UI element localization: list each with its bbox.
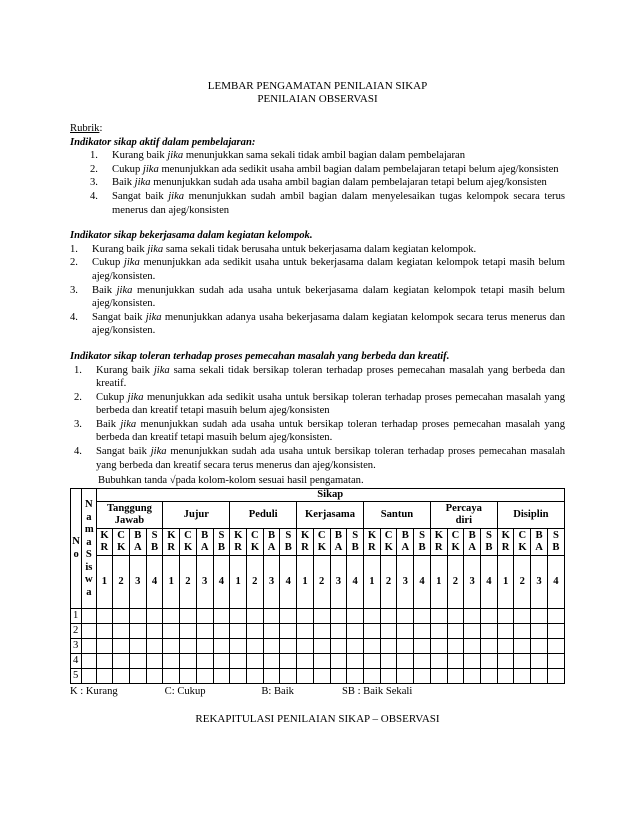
check-cell[interactable] — [481, 669, 498, 684]
check-cell[interactable] — [146, 609, 163, 624]
check-cell[interactable] — [230, 654, 247, 669]
check-cell[interactable] — [313, 624, 330, 639]
check-cell[interactable] — [380, 609, 397, 624]
check-cell[interactable] — [246, 624, 263, 639]
check-cell[interactable] — [330, 639, 347, 654]
score-cell: 3 — [397, 556, 414, 609]
code-cell: BA — [196, 529, 213, 556]
item-number: 2. — [70, 257, 78, 269]
check-cell[interactable] — [414, 654, 431, 669]
indicator-heading: Indikator sikap toleran terhadap proses pemecahan masalah yang berbeda dan kreatif. — [70, 350, 450, 362]
score-cell: 2 — [380, 556, 397, 609]
code-cell: CK — [447, 529, 464, 556]
score-cell: 1 — [230, 556, 247, 609]
table-row — [71, 609, 565, 624]
check-cell[interactable] — [514, 669, 531, 684]
item-number: 3. — [70, 284, 78, 296]
code-cell: SB — [547, 529, 564, 556]
row-number: 1 — [71, 609, 82, 624]
score-cell: 3 — [196, 556, 213, 609]
name-cell[interactable] — [82, 669, 96, 684]
check-cell[interactable] — [531, 624, 548, 639]
check-cell[interactable] — [297, 639, 314, 654]
check-cell[interactable] — [481, 654, 498, 669]
item-number: 2. — [90, 163, 98, 175]
check-cell[interactable] — [414, 669, 431, 684]
check-cell[interactable] — [280, 654, 297, 669]
check-cell[interactable] — [531, 609, 548, 624]
item-text: Baik jika menunjukkan sudah ada usaha untuk bersikap toleran terhadap proses pemecahan masalah yang berbeda dan kreatif tetapi masuih belum ajeg/konsisten. — [96, 418, 565, 444]
check-cell[interactable] — [447, 654, 464, 669]
check-cell[interactable] — [347, 654, 364, 669]
check-cell[interactable] — [263, 639, 280, 654]
check-cell[interactable] — [280, 609, 297, 624]
check-cell[interactable] — [196, 609, 213, 624]
score-cell: 3 — [330, 556, 347, 609]
legend-baik: B: Baik — [261, 686, 294, 698]
check-cell[interactable] — [364, 654, 381, 669]
table-row — [71, 639, 565, 654]
code-cell: KR — [230, 529, 247, 556]
check-cell[interactable] — [213, 654, 230, 669]
score-cell: 3 — [531, 556, 548, 609]
score-cell: 3 — [464, 556, 481, 609]
header-row-codes — [71, 529, 565, 556]
check-cell[interactable] — [180, 624, 197, 639]
check-cell[interactable] — [514, 654, 531, 669]
check-cell[interactable] — [464, 624, 481, 639]
group-header: Jujur — [163, 502, 230, 529]
code-cell: SB — [213, 529, 230, 556]
check-cell[interactable] — [163, 624, 180, 639]
code-cell: KR — [497, 529, 514, 556]
score-cell: 2 — [514, 556, 531, 609]
legend — [70, 685, 565, 699]
check-cell[interactable] — [531, 654, 548, 669]
check-cell[interactable] — [397, 639, 414, 654]
rubrik-label: Rubrik: — [70, 123, 103, 134]
indicator-item — [70, 163, 565, 177]
check-cell[interactable] — [364, 669, 381, 684]
check-cell[interactable] — [146, 654, 163, 669]
check-cell[interactable] — [146, 624, 163, 639]
check-cell[interactable] — [263, 624, 280, 639]
check-cell[interactable] — [547, 624, 564, 639]
group-header: Percaya diri — [430, 502, 497, 529]
check-cell[interactable] — [347, 624, 364, 639]
check-cell[interactable] — [246, 609, 263, 624]
document-page — [70, 80, 565, 727]
check-cell[interactable] — [380, 624, 397, 639]
check-cell[interactable] — [481, 609, 498, 624]
indicator-heading: Indikator sikap aktif dalam pembelajaran: — [70, 136, 256, 148]
observation-table — [70, 488, 565, 685]
score-cell: 1 — [297, 556, 314, 609]
indicator-sections — [70, 136, 565, 473]
check-cell[interactable] — [414, 624, 431, 639]
check-cell[interactable] — [364, 639, 381, 654]
score-cell: 1 — [163, 556, 180, 609]
check-cell[interactable] — [364, 609, 381, 624]
code-cell: BA — [397, 529, 414, 556]
check-cell[interactable] — [330, 624, 347, 639]
score-cell: 4 — [547, 556, 564, 609]
group-header: Kerjasama — [297, 502, 364, 529]
item-text: Cukup jika menunjukkan ada sedikit usaha ambil bagian dalam pembelajaran tetapi belum ajeg/konsisten — [112, 163, 559, 175]
check-cell[interactable] — [380, 654, 397, 669]
check-cell[interactable] — [196, 654, 213, 669]
name-cell[interactable] — [82, 609, 96, 624]
check-cell[interactable] — [263, 669, 280, 684]
check-cell[interactable] — [297, 609, 314, 624]
check-cell[interactable] — [347, 609, 364, 624]
group-header: Santun — [364, 502, 431, 529]
score-cell: 2 — [246, 556, 263, 609]
header-row-sikap — [71, 488, 565, 502]
check-cell[interactable] — [430, 669, 447, 684]
check-cell[interactable] — [497, 609, 514, 624]
code-cell: KR — [163, 529, 180, 556]
check-cell[interactable] — [397, 624, 414, 639]
check-cell[interactable] — [414, 609, 431, 624]
row-number: 4 — [71, 654, 82, 669]
code-cell: BA — [330, 529, 347, 556]
check-cell[interactable] — [330, 654, 347, 669]
indicator-item — [70, 284, 565, 311]
check-cell[interactable] — [414, 639, 431, 654]
check-cell[interactable] — [180, 639, 197, 654]
indicator-item — [70, 311, 565, 338]
check-cell[interactable] — [464, 639, 481, 654]
document-subtitle: PENILAIAN OBSERVASI — [257, 93, 378, 105]
code-cell: CK — [380, 529, 397, 556]
name-cell[interactable] — [82, 624, 96, 639]
name-cell[interactable] — [82, 654, 96, 669]
check-cell[interactable] — [246, 639, 263, 654]
item-text: Sangat baik jika menunjukkan sudah ambil bagian dalam menyelesaikan tugas kelompok secara terus menerus dan ajeg/konsisten — [112, 190, 565, 216]
header-row-groups — [71, 502, 565, 529]
check-cell[interactable] — [113, 669, 130, 684]
item-text: Kurang baik jika menunjukkan sama sekali tidak ambil bagian dalam pembelajaran — [112, 150, 466, 162]
code-cell: KR — [96, 529, 113, 556]
check-cell[interactable] — [481, 624, 498, 639]
check-cell[interactable] — [547, 609, 564, 624]
check-cell[interactable] — [397, 669, 414, 684]
check-cell[interactable] — [163, 654, 180, 669]
check-cell[interactable] — [547, 654, 564, 669]
check-cell[interactable] — [547, 639, 564, 654]
score-cell: 2 — [447, 556, 464, 609]
document-title: LEMBAR PENGAMATAN PENILAIAN SIKAP — [207, 80, 428, 92]
check-cell[interactable] — [531, 669, 548, 684]
check-cell[interactable] — [196, 669, 213, 684]
check-cell[interactable] — [180, 654, 197, 669]
score-cell: 4 — [414, 556, 431, 609]
indicator-item — [70, 190, 565, 217]
item-number: 1. — [74, 364, 82, 376]
check-cell[interactable] — [430, 654, 447, 669]
legend-kurang: K : Kurang — [70, 686, 118, 698]
check-cell[interactable] — [430, 609, 447, 624]
check-cell[interactable] — [297, 669, 314, 684]
code-cell: BA — [531, 529, 548, 556]
check-cell[interactable] — [146, 669, 163, 684]
item-number: 3. — [74, 418, 82, 430]
check-cell[interactable] — [146, 639, 163, 654]
check-cell[interactable] — [96, 609, 113, 624]
indicator-item — [70, 364, 565, 391]
score-cell: 2 — [180, 556, 197, 609]
check-cell[interactable] — [330, 669, 347, 684]
check-cell[interactable] — [447, 609, 464, 624]
check-cell[interactable] — [497, 654, 514, 669]
check-cell[interactable] — [163, 669, 180, 684]
check-cell[interactable] — [213, 669, 230, 684]
score-cell: 4 — [481, 556, 498, 609]
check-cell[interactable] — [280, 624, 297, 639]
check-cell[interactable] — [129, 609, 146, 624]
item-text: Baik jika menunjukkan sudah ada usaha ambil bagian dalam pembelajaran tetapi belum ajeg/konsisten — [112, 177, 547, 189]
check-cell[interactable] — [364, 624, 381, 639]
table-row — [71, 654, 565, 669]
code-cell: KR — [297, 529, 314, 556]
check-cell[interactable] — [213, 639, 230, 654]
header-row-scores — [71, 556, 565, 609]
check-cell[interactable] — [313, 669, 330, 684]
indicator-item — [70, 176, 565, 190]
code-cell: KR — [364, 529, 381, 556]
check-cell[interactable] — [514, 624, 531, 639]
check-cell[interactable] — [230, 624, 247, 639]
check-cell[interactable] — [280, 669, 297, 684]
sikap-header: Sikap — [96, 488, 565, 502]
check-cell[interactable] — [113, 624, 130, 639]
check-cell[interactable] — [213, 624, 230, 639]
check-cell[interactable] — [96, 624, 113, 639]
item-text: Kurang baik jika sama sekali tidak bersikap toleran terhadap proses pemecahan masalah yang berbeda dan kreatif. — [96, 364, 565, 390]
check-cell[interactable] — [96, 639, 113, 654]
code-cell: BA — [464, 529, 481, 556]
check-cell[interactable] — [464, 669, 481, 684]
check-cell[interactable] — [313, 609, 330, 624]
row-number: 2 — [71, 624, 82, 639]
check-cell[interactable] — [180, 669, 197, 684]
legend-baik-sekali: SB : Baik Sekali — [341, 686, 413, 698]
item-number: 3. — [90, 177, 98, 189]
score-cell: 2 — [113, 556, 130, 609]
check-cell[interactable] — [163, 609, 180, 624]
check-cell[interactable] — [129, 669, 146, 684]
check-cell[interactable] — [129, 624, 146, 639]
code-cell: CK — [180, 529, 197, 556]
score-cell: 4 — [213, 556, 230, 609]
score-cell: 4 — [280, 556, 297, 609]
check-cell[interactable] — [230, 639, 247, 654]
score-cell: 3 — [263, 556, 280, 609]
indicator-list — [70, 364, 565, 473]
indicator-section — [70, 136, 565, 218]
code-cell: SB — [414, 529, 431, 556]
indicator-item — [70, 445, 565, 472]
score-cell: 3 — [129, 556, 146, 609]
check-cell[interactable] — [230, 669, 247, 684]
item-text: Cukup jika menunjukkan ada sedikit usaha untuk bekerjasama dalam kegiatan kelompok tetapi masih belum ajeg/konsisten. — [92, 257, 565, 282]
check-cell[interactable] — [113, 654, 130, 669]
check-cell[interactable] — [246, 654, 263, 669]
indicator-item — [70, 149, 565, 163]
check-cell[interactable] — [96, 654, 113, 669]
indicator-list — [70, 149, 565, 217]
legend-cukup: C: Cukup — [164, 686, 206, 698]
col-no-header: No — [71, 488, 82, 609]
indicator-item — [70, 418, 565, 445]
indicator-section — [70, 229, 565, 338]
item-text: Sangat baik jika menunjukkan adanya usaha bekerjasama dalam kegiatan kelompok secara terus menerus dan ajeg/konsisten. — [92, 311, 565, 337]
check-cell[interactable] — [397, 654, 414, 669]
check-cell[interactable] — [547, 669, 564, 684]
check-cell[interactable] — [230, 609, 247, 624]
check-cell[interactable] — [347, 639, 364, 654]
code-cell: BA — [129, 529, 146, 556]
score-cell: 1 — [497, 556, 514, 609]
item-number: 1. — [90, 150, 98, 162]
check-cell[interactable] — [297, 624, 314, 639]
group-header: Peduli — [230, 502, 297, 529]
check-cell[interactable] — [313, 639, 330, 654]
item-text: Sangat baik jika menunjukkan sudah ada usaha untuk bersikap toleran terhadap proses pemecahan masalah yang berbeda dan kreatif secara terus menerus dan ajeg/konsisten. — [96, 446, 566, 471]
check-cell[interactable] — [397, 609, 414, 624]
item-number: 4. — [70, 311, 78, 323]
code-cell: SB — [146, 529, 163, 556]
check-cell[interactable] — [96, 669, 113, 684]
check-cell[interactable] — [180, 609, 197, 624]
indicator-item — [70, 243, 565, 257]
item-text: Baik jika menunjukkan sudah ada usaha untuk bekerjasama dalam kegiatan kelompok tetapi masih belum ajeg/konsisten. — [92, 284, 565, 310]
table-row — [71, 624, 565, 639]
item-number: 4. — [74, 446, 82, 458]
item-text: Kurang baik jika sama sekali tidak berusaha untuk bekerjasama dalam kegiatan kelompok. — [92, 243, 477, 255]
code-cell: SB — [280, 529, 297, 556]
check-cell[interactable] — [196, 639, 213, 654]
check-cell[interactable] — [497, 639, 514, 654]
check-cell[interactable] — [481, 639, 498, 654]
indicator-list — [70, 243, 565, 338]
check-cell[interactable] — [129, 639, 146, 654]
check-cell[interactable] — [330, 609, 347, 624]
table-row — [71, 669, 565, 684]
code-cell: SB — [481, 529, 498, 556]
check-cell[interactable] — [514, 609, 531, 624]
check-cell[interactable] — [313, 654, 330, 669]
code-cell: CK — [246, 529, 263, 556]
check-cell[interactable] — [246, 669, 263, 684]
check-cell[interactable] — [464, 609, 481, 624]
row-number: 3 — [71, 639, 82, 654]
indicator-section — [70, 350, 565, 472]
check-cell[interactable] — [163, 639, 180, 654]
check-cell[interactable] — [464, 654, 481, 669]
code-cell: SB — [347, 529, 364, 556]
score-cell: 1 — [364, 556, 381, 609]
item-number: 2. — [74, 391, 82, 403]
check-cell[interactable] — [430, 639, 447, 654]
check-cell[interactable] — [514, 639, 531, 654]
code-cell: BA — [263, 529, 280, 556]
check-cell[interactable] — [196, 624, 213, 639]
table-instruction: Bubuhkan tanda √pada kolom-kolom sesuai hasil pengamatan. — [98, 475, 364, 487]
check-cell[interactable] — [447, 669, 464, 684]
score-cell: 4 — [347, 556, 364, 609]
check-cell[interactable] — [380, 639, 397, 654]
check-cell[interactable] — [497, 669, 514, 684]
check-cell[interactable] — [447, 639, 464, 654]
check-cell[interactable] — [113, 639, 130, 654]
check-cell[interactable] — [447, 624, 464, 639]
group-header: Disiplin — [497, 502, 564, 529]
code-cell: CK — [113, 529, 130, 556]
check-cell[interactable] — [213, 609, 230, 624]
check-cell[interactable] — [263, 654, 280, 669]
check-cell[interactable] — [263, 609, 280, 624]
code-cell: KR — [430, 529, 447, 556]
check-cell[interactable] — [297, 654, 314, 669]
score-cell: 4 — [146, 556, 163, 609]
score-cell: 1 — [430, 556, 447, 609]
indicator-heading: Indikator sikap bekerjasama dalam kegiatan kelompok. — [70, 230, 313, 242]
check-cell[interactable] — [531, 639, 548, 654]
group-header: Tanggung Jawab — [96, 502, 163, 529]
row-number: 5 — [71, 669, 82, 684]
check-cell[interactable] — [347, 669, 364, 684]
recap-title: REKAPITULASI PENILAIAN SIKAP – OBSERVASI — [195, 713, 440, 726]
name-cell[interactable] — [82, 639, 96, 654]
check-cell[interactable] — [280, 639, 297, 654]
item-number: 1. — [70, 243, 78, 255]
code-cell: CK — [514, 529, 531, 556]
score-cell: 2 — [313, 556, 330, 609]
score-cell: 1 — [96, 556, 113, 609]
code-cell: CK — [313, 529, 330, 556]
check-cell[interactable] — [380, 669, 397, 684]
check-cell[interactable] — [497, 624, 514, 639]
check-cell[interactable] — [129, 654, 146, 669]
col-nama-header: Nama Siswa — [82, 488, 96, 609]
check-cell[interactable] — [430, 624, 447, 639]
check-cell[interactable] — [113, 609, 130, 624]
item-number: 4. — [90, 190, 98, 202]
item-text: Cukup jika menunjukkan ada sedikit usaha untuk bersikap toleran terhadap proses pemecahan masalah yang berbeda dan kreatif tetapi masuih belum ajeg/konsisten — [96, 391, 565, 417]
indicator-item — [70, 256, 565, 283]
indicator-item — [70, 391, 565, 418]
